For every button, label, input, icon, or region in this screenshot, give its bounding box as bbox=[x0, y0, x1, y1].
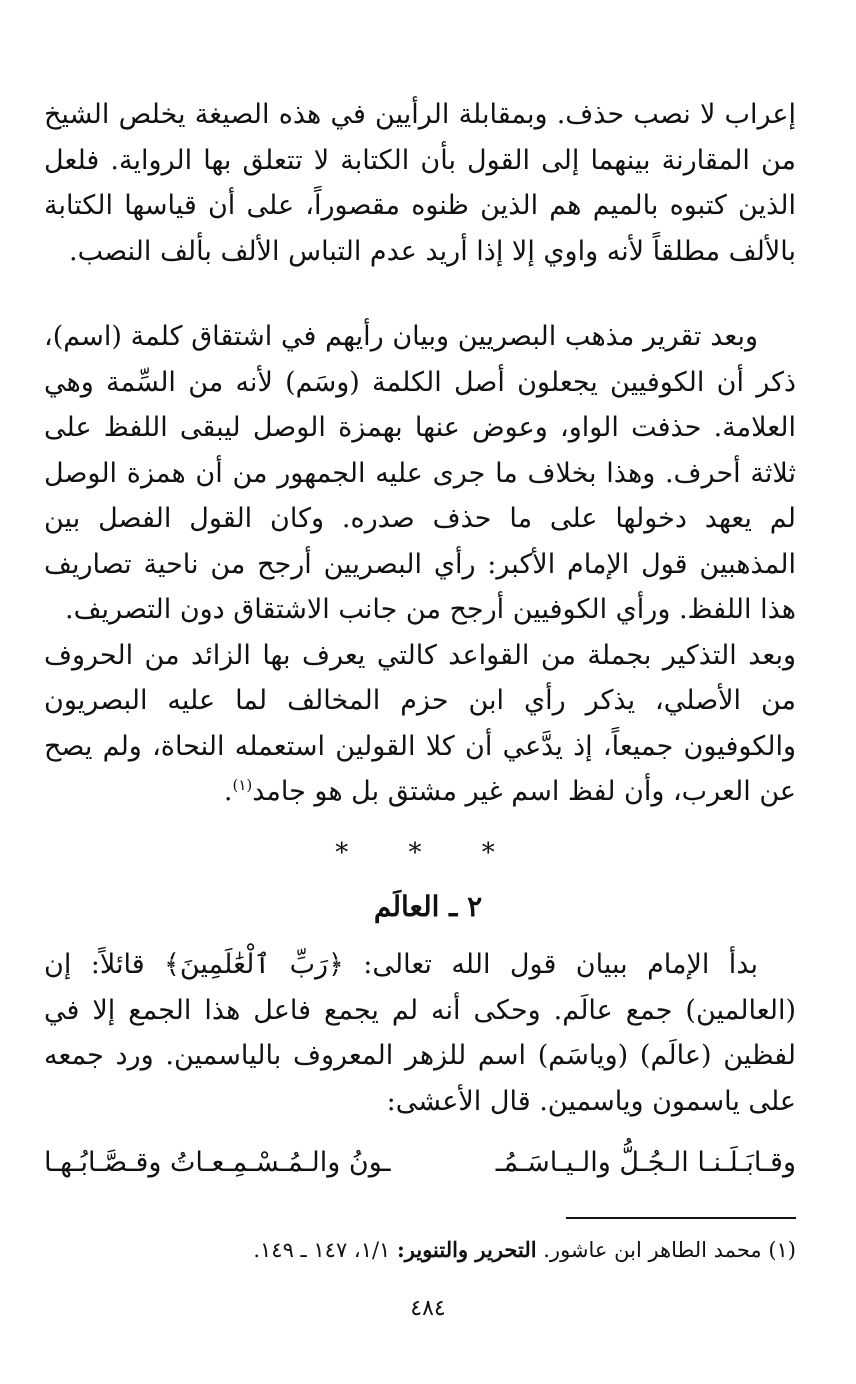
footnote bbox=[44, 1232, 796, 1268]
paragraph-3-block bbox=[44, 942, 796, 1124]
poetry-verse bbox=[44, 1140, 796, 1185]
section-separator-stars: * * * bbox=[335, 838, 521, 868]
paragraph-2b bbox=[44, 633, 796, 815]
paragraph-2b-text: وبعد التذكير بجملة من القواعد كالتي يعرف بها الزائد من الحروف من الأصلي، يذكر رأي ابن حزم المخالف لما عليه البصريون والكوفيون جميعاً، إذ يدَّعي أن كلا القولين استعمله النحاة، ولم يصح عن العرب، وأن لفظ اسم غير مشتق بل هو جامد bbox=[44, 639, 796, 807]
footnote-author: محمد الطاهر ابن عاشور. bbox=[543, 1238, 762, 1262]
verse-hemistich-1: وقـابَـلَـنـا الـجُـلُّ والـيـاسَـمُـ bbox=[495, 1147, 796, 1178]
footnote-citation: ١/١، ١٤٧ ـ ١٤٩. bbox=[253, 1238, 391, 1262]
footnote-divider bbox=[566, 1217, 796, 1219]
page-number: ٤٨٤ bbox=[410, 1296, 446, 1321]
paragraph-2b-end: . bbox=[223, 776, 233, 807]
verse-hemistich-2: ـونُ والـمُـسْـمِـعـاتُ وقـصَّـابُـهـا bbox=[44, 1147, 391, 1178]
paragraph-3: بدأ الإمام ببيان قول الله تعالى: ﴿رَبِّ ٱلْعَٰلَمِينَ﴾ قائلاً: إن (العالمين) جمع عالَم. وحكى أنه لم يجمع فاعل هذا الجمع إلا في لفظين (عالَم) (وياسَم) اسم للزهر المعروف بالياسمين. ورد جمعه على ياسمون وياسمين. قال الأعشى: bbox=[44, 949, 796, 1117]
paragraph-1: إعراب لا نصب حذف. وبمقابلة الرأيين في هذه الصيغة يخلص الشيخ من المقارنة بينهما إلى القول بأن الكتابة لا تتعلق بها الرواية. فلعل الذين كتبوه بالميم هم الذين ظنوه مقصوراً، على أن قياسها الكتابة بالألف مطلقاً لأنه واوي إلا إذا أريد عدم التباس الألف بألف النصب. bbox=[44, 99, 796, 267]
paragraph-1-block bbox=[44, 92, 796, 274]
paragraph-2-block bbox=[44, 314, 796, 815]
footnote-book-title: التحرير والتنوير: bbox=[397, 1237, 537, 1262]
footnote-reference: (١) bbox=[232, 776, 253, 794]
paragraph-2a: وبعد تقرير مذهب البصريين وبيان رأيهم في اشتقاق كلمة (اسم)، ذكر أن الكوفيين يجعلون أصل الكلمة (وسَم) لأنه من السِّمة وهي العلامة. حذفت الواو، وعوض عنها بهمزة الوصل ليبقى اللفظ على ثلاثة أحرف. وهذا بخلاف ما جرى عليه الجمهور من أن همزة الوصل لم يعهد دخولها على ما حذف صدره. وكان القول الفصل بين المذهبين قول الإمام الأكبر: رأي البصريين أرجح من ناحية تصاريف هذا اللفظ. ورأي الكوفيين أرجح من جانب الاشتقاق دون التصريف. bbox=[44, 321, 796, 625]
footnote-number: (١) bbox=[768, 1238, 796, 1262]
section-title: ٢ ـ العالَم bbox=[373, 890, 483, 923]
